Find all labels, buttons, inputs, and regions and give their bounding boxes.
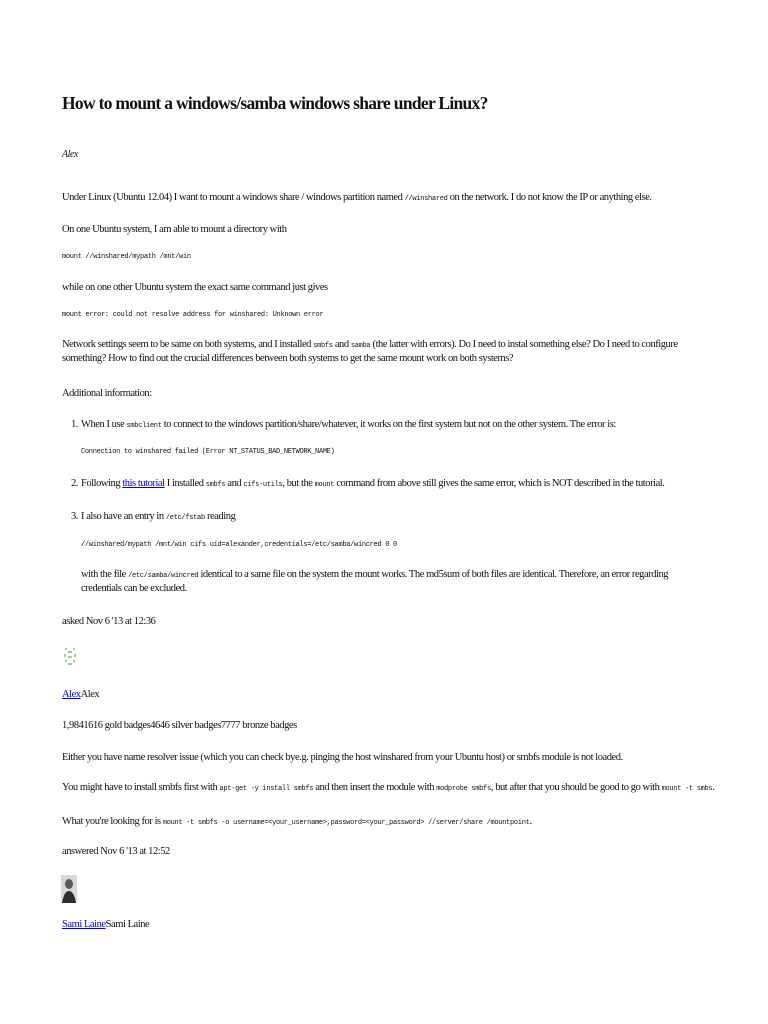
answer-paragraph-3: What you're looking for is mount -t smbfs -o username=<your_username>,password=<your_password> //server/share /mountpoint. bbox=[62, 816, 532, 827]
question-paragraph-2: On one Ubuntu system, I am able to mount a directory with bbox=[62, 224, 287, 235]
user-identicon-icon bbox=[62, 645, 78, 669]
list-item-1: 1. When I use smbclient to connect to the windows partition/share/whatever, it works on the first system but not on the other system. The error is: bbox=[71, 419, 616, 430]
avatar bbox=[61, 875, 77, 903]
user-photo-icon bbox=[61, 875, 77, 903]
asked-timestamp: asked Nov 6 '13 at 12:36 bbox=[62, 616, 156, 627]
answer-user-link[interactable]: Sami Laine bbox=[62, 919, 106, 930]
answered-timestamp: answered Nov 6 '13 at 12:52 bbox=[62, 846, 170, 857]
code-block-smbclient-error: Connection to winshared failed (Error NT_STATUS_BAD_NETWORK_NAME) bbox=[81, 448, 335, 456]
code-block-mount-error: mount error: could not resolve address for winshared: Unknown error bbox=[62, 311, 324, 319]
code-block-fstab: //winshared/mypath /mnt/win cifs uid=alexander,credentials=/etc/samba/wincred 0 0 bbox=[81, 541, 397, 549]
list-item-3-paragraph: with the file /etc/samba/wincred identical to a same file on the system the mount works. The md5sum of both files are identical. Therefore, an error regarding credentials can be excluded. bbox=[81, 569, 669, 594]
answer-user: Sami LaineSami Laine bbox=[62, 919, 150, 930]
question-title: How to mount a windows/samba windows share under Linux? bbox=[62, 93, 488, 113]
user-badges: 1,9841616 gold badges4646 silver badges7777 bronze badges bbox=[62, 720, 297, 731]
question-paragraph-5: Additional information: bbox=[62, 388, 152, 399]
inline-code: //winshared bbox=[404, 195, 448, 203]
question-user: AlexAlex bbox=[62, 689, 100, 700]
question-paragraph-1: Under Linux (Ubuntu 12.04) I want to mount a windows share / windows partition named //winshared on the network. I do not know the IP or anything else. bbox=[62, 192, 652, 203]
answer-paragraph-1: Either you have name resolver issue (which you can check bye.g. pinging the host winshared from your Ubuntu host) or smbfs module is not loaded. bbox=[62, 752, 623, 763]
answer-paragraph-2: You might have to install smbfs first with apt-get -y install smbfs and then insert the module with modprobe smbfs, but after that you should be good to go with mount -t smbs. bbox=[62, 782, 715, 793]
question-paragraph-3: while on one other Ubuntu system the exact same command just gives bbox=[62, 282, 328, 293]
code-block-mount: mount //winshared/mypath /mnt/win bbox=[62, 253, 191, 261]
question-paragraph-4: Network settings seem to be same on both systems, and I installed smbfs and samba (the latter with errors). Do I need to instal something else? Do I need to configure something? How to find out the crucial differences between both systems to get the same mount work on both systems? bbox=[62, 339, 678, 364]
question-author: Alex bbox=[62, 149, 78, 160]
user-link[interactable]: Alex bbox=[62, 689, 81, 700]
list-item-3: 3. I also have an entry in /etc/fstab reading bbox=[71, 511, 236, 522]
tutorial-link[interactable]: this tutorial bbox=[122, 478, 165, 489]
list-item-2: 2. Following this tutorial I installed smbfs and cifs-utils, but the mount command from above still gives the same error, which is NOT described in the tutorial. bbox=[71, 478, 665, 489]
